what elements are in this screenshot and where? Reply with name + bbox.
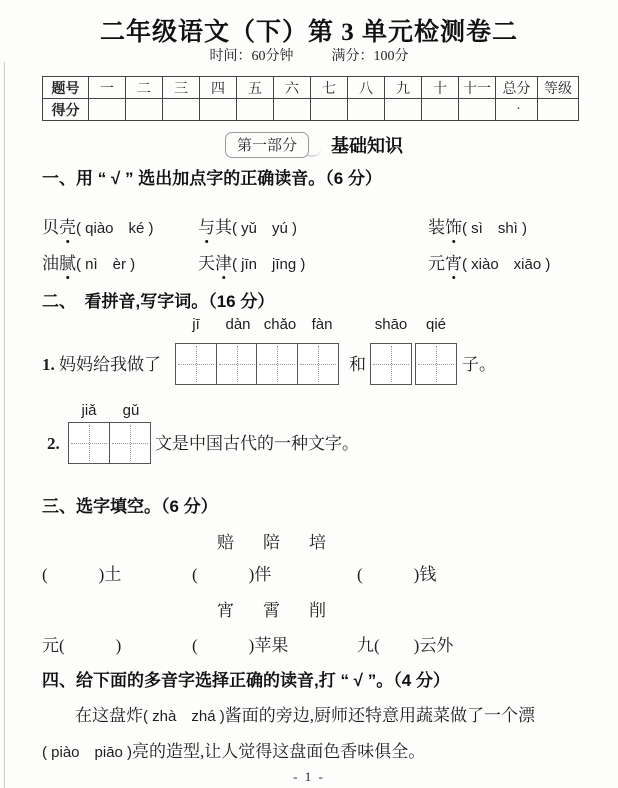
q1-item [198,249,305,274]
q3-fill-row-2 [42,631,602,657]
score-cell [200,99,237,121]
q3-fill-row-1 [42,560,602,586]
exam-meta [0,45,618,65]
q1-row-2 [42,249,578,275]
table-header-cell: 九 [385,77,422,99]
fill-blank: ( )钱 [357,565,437,584]
dotted-char: 壳 [59,213,76,238]
score-cell [163,99,200,121]
q2-item1-row [42,343,578,389]
pinyin-label: dàn [225,316,251,333]
writing-box-group [68,422,151,464]
q1-row-1 [42,213,578,239]
writing-box [256,343,298,385]
table-header-cell: 二 [126,77,163,99]
pinyin-label: fàn [311,316,333,333]
q1-item [428,213,527,238]
q3-options-1: 赔 陪 培 [217,533,332,552]
word-part: 其 [215,218,232,237]
q4-paragraph-line-2 [42,739,587,766]
paragraph-text: 亮的造型,让人觉得这盘面色香味俱全。 [132,742,426,761]
score-cell [126,99,163,121]
pinyin-options: ( jīn jīng ) [232,256,306,273]
table-header-cell: 总分 [496,77,538,99]
dotted-char: 津 [215,249,232,274]
q2-item2-pinyin-row [42,402,578,420]
part1-header [225,132,403,158]
scan-edge-line [4,62,5,788]
pinyin-options: ( qiào ké ) [76,220,154,237]
fill-blank: ( )苹果 [192,636,289,655]
fill-blank: ( )伴 [192,565,272,584]
dotted-char: 腻 [59,249,76,274]
part1-badge: 第一部分 [225,132,309,158]
score-cell [459,99,496,121]
writing-box [109,422,151,464]
table-header-cell: 五 [237,77,274,99]
score-cell-stray-dot: · [496,99,538,121]
pinyin-label: gǔ [122,402,140,419]
page-title: 二年级语文（下）第 3 单元检测卷二 [99,19,518,46]
table-header-cell: 等级 [538,77,579,99]
writing-box [297,343,339,385]
word-part: 装 [428,218,445,237]
q2-item1-pinyin-row [42,316,578,334]
dotted-char: 与 [198,213,215,238]
table-header-cell: 四 [200,77,237,99]
table-header-cell: 十 [422,77,459,99]
sentence-prefix: 妈妈给我做了 [59,355,161,374]
sentence-connector: 和 [349,355,366,374]
pinyin-label: jī [192,316,200,333]
dotted-char: 饰 [445,213,462,238]
page-number: - 1 - [293,769,325,784]
table-header-cell: 七 [311,77,348,99]
writing-box [370,343,412,385]
score-table [42,76,579,121]
table-header-cell: 题号 [43,77,89,99]
table-header-cell: 一 [89,77,126,99]
q1-item [42,249,135,274]
pinyin-label: jiǎ [81,402,97,419]
pinyin-label: qié [425,316,447,333]
q4-heading: 四、给下面的多音字选择正确的读音,打 “ √ ”。（4 分） [42,671,450,690]
q3-options-2: 宵 霄 削 [217,601,332,620]
pinyin-options: ( piào piāo ) [42,744,133,761]
q4-paragraph-line-1 [42,703,587,730]
table-header-cell: 三 [163,77,200,99]
score-cell [538,99,579,121]
pinyin-label: chǎo [263,316,297,333]
word-part: 油 [42,254,59,273]
pinyin-options: ( sì shì ) [462,220,528,237]
paragraph-text: 酱面的旁边,厨师还特意用蔬菜做了一个漂 [224,706,535,725]
writing-box [68,422,110,464]
paragraph-text: 在这盘炸 [75,706,143,725]
score-cell [385,99,422,121]
score-cell [348,99,385,121]
table-header-cell: 八 [348,77,385,99]
fill-blank: 元( ) [42,636,122,655]
score-cell [89,99,126,121]
pinyin-options: ( zhà zhá ) [143,708,225,725]
pinyin-options: ( nì èr ) [76,256,136,273]
score-cell [237,99,274,121]
writing-box-group [175,343,339,385]
q2-heading: 二、 看拼音,写字词。（16 分） [42,292,275,311]
q1-item [42,213,154,238]
table-header-cell: 十一 [459,77,496,99]
q2-item2-row [42,422,578,468]
writing-box [175,343,217,385]
score-row-label: 得分 [43,99,89,121]
part1-title: 基础知识 [331,136,404,156]
dotted-char: 宵 [445,249,462,274]
pinyin-options: ( yǔ yú ) [232,220,298,237]
pinyin-label: shāo [374,316,408,333]
writing-box [415,343,457,385]
sentence-suffix: 文是中国古代的一种文字。 [155,434,359,453]
q1-heading: 一、用 “ √ ” 选出加点字的正确读音。（6 分） [42,169,382,188]
q1-item [198,213,297,238]
pinyin-options: ( xiào xiāo ) [462,256,551,273]
word-part: 贝 [42,218,59,237]
fill-blank: ( )土 [42,565,122,584]
score-cell [422,99,459,121]
table-header-cell: 六 [274,77,311,99]
word-part: 天 [198,254,215,273]
score-table-header-row [43,77,579,99]
writing-box [216,343,258,385]
item-number: 2. [47,434,60,453]
q3-heading: 三、选字填空。（6 分） [42,497,218,516]
sentence-suffix: 子。 [462,355,496,374]
score-row [43,99,579,121]
item-number: 1. [42,355,55,374]
time-limit-label: 时间：60分钟 [209,49,294,64]
q1-item [428,249,550,274]
score-cell [311,99,348,121]
fill-blank: 九( )云外 [357,636,454,655]
full-score-label: 满分：100分 [331,49,409,64]
score-cell [274,99,311,121]
word-part: 元 [428,254,445,273]
